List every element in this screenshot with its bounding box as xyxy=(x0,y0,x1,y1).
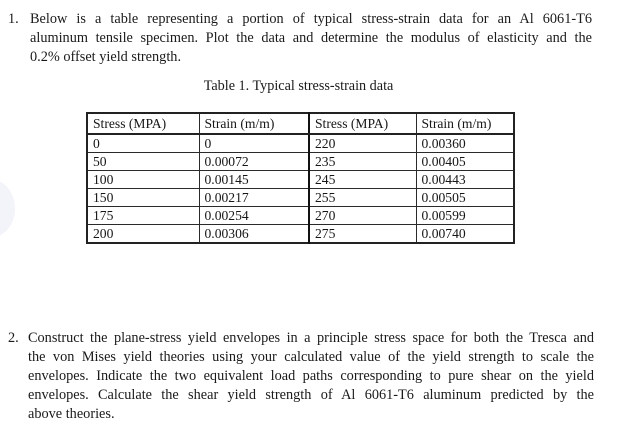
problem-2-line: the von Mises yield theories using your calculated value of the yield strength to scale the xyxy=(28,349,594,365)
table-row xyxy=(87,153,514,171)
table-cell: 270 xyxy=(309,207,416,225)
table-cell: 150 xyxy=(87,189,199,207)
table-header-row xyxy=(87,113,514,134)
table-cell: 0.00405 xyxy=(416,153,514,171)
column-header-strain-2: Strain (m/m) xyxy=(416,113,514,134)
decorative-circle xyxy=(0,180,15,237)
table-cell: 0.00072 xyxy=(199,153,309,171)
table-cell: 0.00145 xyxy=(199,171,309,189)
table-cell: 0.00254 xyxy=(199,207,309,225)
column-header-stress-2: Stress (MPA) xyxy=(309,113,416,134)
problem-2-number: 2. xyxy=(8,330,19,346)
table-cell: 220 xyxy=(309,134,416,153)
table-cell: 275 xyxy=(309,225,416,244)
table-cell: 245 xyxy=(309,171,416,189)
table-cell: 0.00217 xyxy=(199,189,309,207)
stress-strain-table xyxy=(86,112,515,244)
table-body xyxy=(87,134,514,243)
column-header-strain-1: Strain (m/m) xyxy=(199,113,309,134)
problem-2-text xyxy=(28,329,594,424)
table-cell: 0 xyxy=(87,134,199,153)
table-header xyxy=(87,113,514,134)
table-row xyxy=(87,171,514,189)
table-cell: 0.00360 xyxy=(416,134,514,153)
table-row xyxy=(87,134,514,153)
problem-1-line: aluminum tensile specimen. Plot the data and determine the modulus of elasticity and the xyxy=(30,30,592,46)
table-cell: 255 xyxy=(309,189,416,207)
table-row xyxy=(87,225,514,244)
table-cell: 235 xyxy=(309,153,416,171)
column-header-stress-1: Stress (MPA) xyxy=(87,113,199,134)
table-cell: 0.00599 xyxy=(416,207,514,225)
table-cell: 50 xyxy=(87,153,199,171)
problem-2 xyxy=(8,329,594,424)
problem-1-number: 1. xyxy=(8,11,19,27)
table-caption: Table 1. Typical stress-strain data xyxy=(203,78,394,94)
table-cell: 0.00740 xyxy=(416,225,514,244)
problem-1-line: 0.2% offset yield strength. xyxy=(30,49,182,65)
table-row xyxy=(87,207,514,225)
problem-2-line: envelopes. Indicate the two equivalent load paths corresponding to pure shear on the yield xyxy=(28,368,594,384)
table-row xyxy=(87,189,514,207)
table-cell: 0.00306 xyxy=(199,225,309,244)
problem-2-line: Construct the plane-stress yield envelopes in a principle stress space for both the Tresca and xyxy=(28,330,594,346)
problem-1-line: Below is a table representing a portion of typical stress-strain data for an Al 6061-T6 xyxy=(30,11,592,27)
table-cell: 200 xyxy=(87,225,199,244)
problem-1-text xyxy=(30,10,592,67)
table-cell: 175 xyxy=(87,207,199,225)
problem-2-line: above theories. xyxy=(28,406,115,422)
table-cell: 100 xyxy=(87,171,199,189)
table-cell: 0.00443 xyxy=(416,171,514,189)
problem-1 xyxy=(8,10,592,67)
problem-2-line: envelopes. Calculate the shear yield strength of Al 6061-T6 aluminum predicted by the xyxy=(28,387,594,403)
table-cell: 0 xyxy=(199,134,309,153)
table-cell: 0.00505 xyxy=(416,189,514,207)
